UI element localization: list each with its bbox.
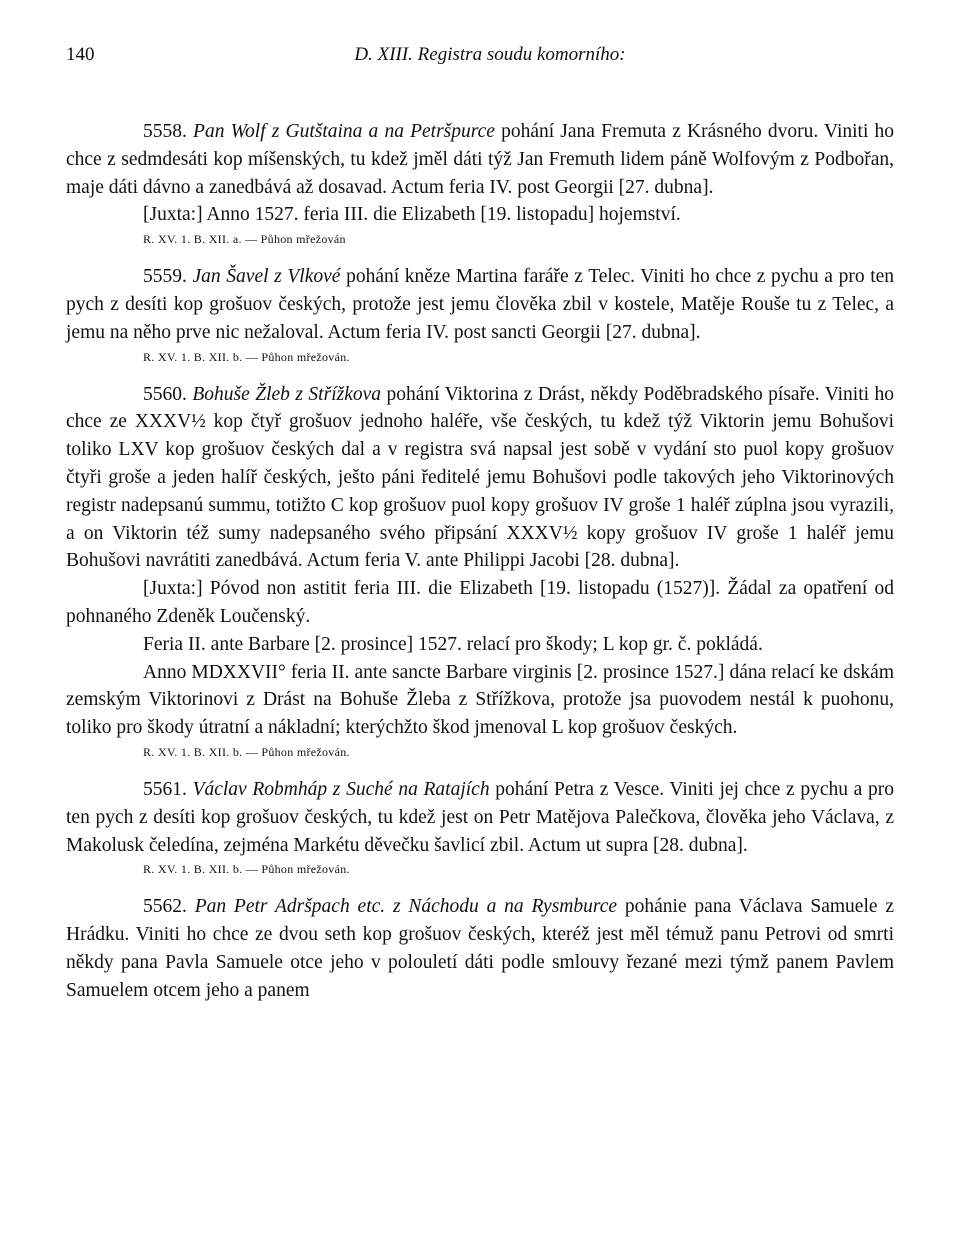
entry-text: pohánie pana Václava Samuele z Hrádku. Viniti ho chce ze dvou seth kop grošuov českých, kteréž jest měl témuž panu Petrovi od smrti někdy pana Pavla Samuele otce jeho v polouletí dáti podle smlouvy řezané mezi týmž panem Pavlem Samuelem otcem jeho a panem (66, 896, 895, 1001)
entry-name: Bohuše Žleb z Střížkova (192, 383, 382, 405)
entry-note: R. XV. 1. B. XII. b. — Půhon mřežován. (143, 349, 350, 364)
page-number: 140 (66, 44, 95, 65)
entry-name: Jan Šavel z Vlkové (192, 266, 341, 288)
entry-number: 5559. (143, 266, 187, 288)
entry-number: 5561. (143, 778, 187, 800)
entry-paragraph (66, 118, 894, 201)
entry-name: Václav Robmháp z Suché na Ratajích (192, 778, 490, 800)
entry-paragraph (66, 381, 894, 576)
page-header (66, 44, 894, 78)
running-title: D. XIII. Registra soudu komorního: (354, 44, 626, 65)
document-body (66, 118, 894, 1005)
entry-note: R. XV. 1. B. XII. b. — Půhon mřežován. (143, 744, 350, 759)
entry-text: pohání Viktorina z Drást, někdy Poděbradského písaře. Viniti ho chce ze XXXV½ kop čtyř grošuov jednoho haléře, vše českých, tu kdež týž Viktorin jemu Bohušovi toliko LXV kop grošuov českých dal a v registra svá napsal jest sobě v vydání sto puol kopy grošuov čtyři groše a jeden halíř českých, ješto páni ředitelé jemu Bohušovi podle takových jeho Viktorinových registr nadepsanú summu, totižto C kop grošuov puol kopy grošuov IV groše 1 haléř zúplna jsou vyrazili, a on Viktorin též sumy nadepsaného svého připsání XXXV½ kopy grošuov IV groše 1 haléř jemu Bohušovi navrátiti zanedbává. Actum feria V. ante Philippi Jacobi [28. dubna]. (66, 383, 895, 572)
entry-paragraph (66, 263, 894, 346)
entry-extra: [Juxta:] Póvod non astitit feria III. die Elizabeth [19. listopadu (1527)]. Žádal za opatření od pohnaného Zdeněk Loučenský. (66, 578, 894, 627)
entry-number: 5562. (143, 896, 187, 918)
entry-note: R. XV. 1. B. XII. b. — Půhon mřežován. (143, 862, 350, 877)
entry-extra: Anno MDXXVII° feria II. ante sancte Barbare virginis [2. prosince 1527.] dána relací ke dskám zemským Viktorinovi z Drást na Bohuše Žleba z Střížkova, protože jsa puovodem nestál k puohonu, toliko pro škody útratní a nákladní; kterýchžto škod jmenoval L kop grošuov českých. (66, 661, 894, 739)
entry-text: pohání Jana Fremuta z Krásného dvoru. Viniti ho chce z sedmdesáti kop míšenských, tu kdež jměl dáti týž Jan Fremuth lidem páně Wolfovým z Podbořan, maje dáti dávno a zanedbává až dosavad. Actum feria IV. post Georgii [27. dubna]. (66, 121, 895, 198)
entry-name: Pan Petr Adršpach etc. z Náchodu a na Rysmburce (194, 896, 618, 918)
entry-paragraph (66, 893, 894, 1004)
entry-paragraph (66, 776, 894, 859)
entry-extra: [Juxta:] Anno 1527. feria III. die Elizabeth [19. listopadu] hojemství. (143, 204, 681, 226)
entry-number: 5560. (143, 383, 187, 405)
entry-name: Pan Wolf z Gutštaina a na Petršpurce (193, 121, 495, 142)
entry-note: R. XV. 1. B. XII. a. — Půhon mřežován (143, 232, 346, 247)
entry-text: pohání Petra z Vesce. Viniti jej chce z pychu a pro ten pych z desíti kop grošuov českých, tu kdež jest on Petr Matějova Palečkova, člověka jeho Václava, z Makolusk čeledína, zejména Markétu děvečku šavlicí zbil. Actum ut supra [28. dubna]. (66, 778, 895, 856)
entry-extra: Feria II. ante Barbare [2. prosince] 1527. relací pro škody; L kop gr. č. pokládá. (143, 633, 763, 655)
entry-number: 5558. (143, 121, 187, 142)
entry-text: pohání kněze Martina faráře z Telec. Viniti ho chce z pychu a pro ten pych z desíti kop grošuov českých, protože jest jemu člověka zbil v kostele, Matěje Rouše tu z Telec, a jemu na něho prve nic nežaloval. Actum feria IV. post sancti Georgii [27. dubna]. (66, 266, 895, 343)
